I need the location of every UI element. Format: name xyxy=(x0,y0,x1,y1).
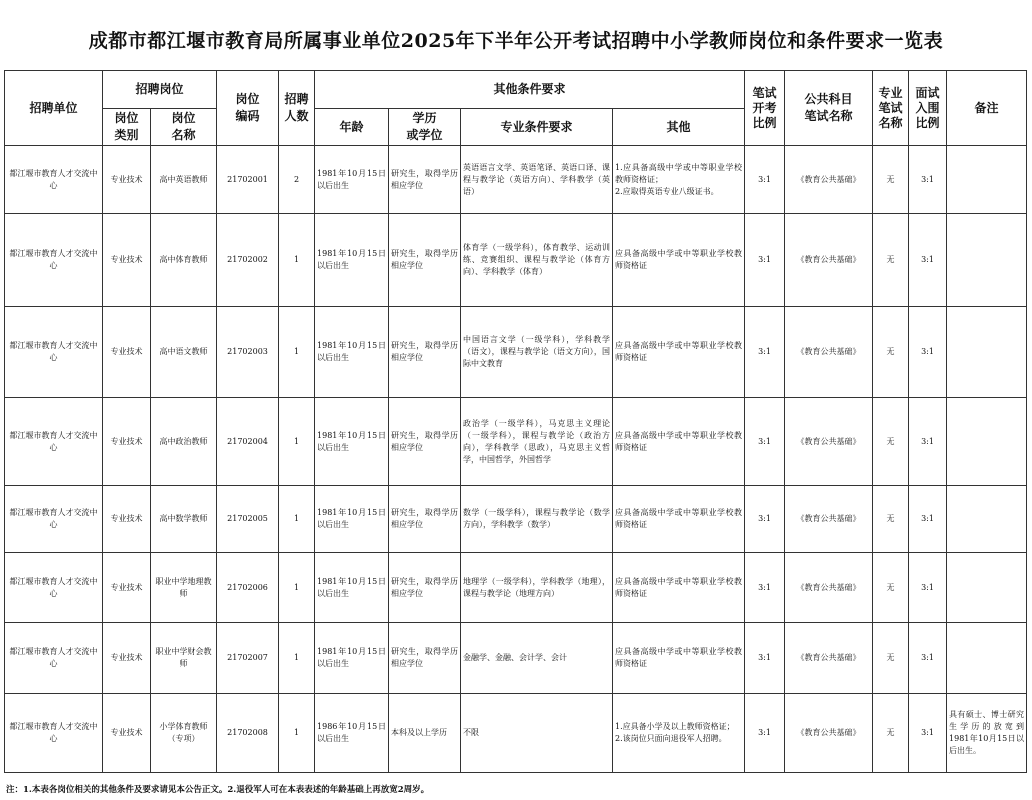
cell-major: 金融学、金融、会计学、会计 xyxy=(461,623,613,694)
cell-other: 应具备高级中学或中等职业学校教师资格证 xyxy=(613,623,745,694)
cell-interview-ratio: 3:1 xyxy=(909,553,947,623)
cell-education: 研究生，取得学历相应学位 xyxy=(389,623,461,694)
cell-category: 专业技术 xyxy=(103,623,151,694)
table-row xyxy=(5,398,1027,486)
cell-major-exam: 无 xyxy=(873,307,909,398)
cell-remark xyxy=(947,398,1027,486)
cell-unit: 都江堰市教育人才交流中心 xyxy=(5,398,103,486)
cell-code: 21702001 xyxy=(217,146,279,214)
cell-other: 1.应具备小学及以上教师资格证； 2.该岗位只面向退役军人招聘。 xyxy=(613,694,745,773)
cell-interview-ratio: 3:1 xyxy=(909,146,947,214)
header-exam-ratio: 笔试 开考 比例 xyxy=(745,71,785,146)
cell-name: 高中政治教师 xyxy=(151,398,217,486)
cell-education: 研究生，取得学历相应学位 xyxy=(389,553,461,623)
page-title: 成都市都江堰市教育局所属事业单位2025年下半年公开考试招聘中小学教师岗位和条件要求一览表 xyxy=(88,30,944,52)
footnote: 注：1.本表各岗位相关的其他条件及要求请见本公告正文。2.退役军人可在本表表述的年龄基础上再放宽2周岁。 xyxy=(6,785,430,795)
cell-interview-ratio: 3:1 xyxy=(909,694,947,773)
cell-remark xyxy=(947,623,1027,694)
cell-major-exam: 无 xyxy=(873,694,909,773)
cell-other: 应具备高级中学或中等职业学校教师资格证 xyxy=(613,214,745,307)
cell-public-subject: 《教育公共基础》 xyxy=(785,307,873,398)
cell-category: 专业技术 xyxy=(103,307,151,398)
cell-name: 职业中学财会教师 xyxy=(151,623,217,694)
cell-major: 英语语言文学、英语笔译、英语口译、课程与教学论（英语方向）、学科教学（英语） xyxy=(461,146,613,214)
cell-age: 1981年10月15日以后出生 xyxy=(315,146,389,214)
cell-unit: 都江堰市教育人才交流中心 xyxy=(5,694,103,773)
cell-name: 职业中学地理教师 xyxy=(151,553,217,623)
cell-interview-ratio: 3:1 xyxy=(909,623,947,694)
cell-education: 本科及以上学历 xyxy=(389,694,461,773)
header-major: 专业条件要求 xyxy=(461,109,613,146)
cell-remark xyxy=(947,146,1027,214)
cell-name: 高中体育教师 xyxy=(151,214,217,307)
table-body xyxy=(5,146,1027,773)
table-row xyxy=(5,214,1027,307)
cell-category: 专业技术 xyxy=(103,146,151,214)
cell-exam-ratio: 3:1 xyxy=(745,214,785,307)
cell-unit: 都江堰市教育人才交流中心 xyxy=(5,146,103,214)
cell-name: 高中英语教师 xyxy=(151,146,217,214)
cell-major-exam: 无 xyxy=(873,398,909,486)
cell-category: 专业技术 xyxy=(103,553,151,623)
cell-age: 1981年10月15日以后出生 xyxy=(315,307,389,398)
table-row xyxy=(5,694,1027,773)
cell-education: 研究生，取得学历相应学位 xyxy=(389,307,461,398)
header-category: 岗位 类别 xyxy=(103,109,151,146)
cell-education: 研究生，取得学历相应学位 xyxy=(389,486,461,553)
cell-exam-ratio: 3:1 xyxy=(745,307,785,398)
header-other: 其他 xyxy=(613,109,745,146)
cell-major-exam: 无 xyxy=(873,623,909,694)
cell-count: 1 xyxy=(279,398,315,486)
cell-interview-ratio: 3:1 xyxy=(909,486,947,553)
cell-other: 应具备高级中学或中等职业学校教师资格证 xyxy=(613,486,745,553)
cell-unit: 都江堰市教育人才交流中心 xyxy=(5,486,103,553)
recruitment-table xyxy=(4,70,1027,773)
cell-count: 1 xyxy=(279,307,315,398)
cell-remark xyxy=(947,486,1027,553)
cell-major: 地理学（一级学科），学科教学（地理），课程与教学论（地理方向） xyxy=(461,553,613,623)
cell-exam-ratio: 3:1 xyxy=(745,486,785,553)
cell-major: 不限 xyxy=(461,694,613,773)
cell-interview-ratio: 3:1 xyxy=(909,307,947,398)
cell-category: 专业技术 xyxy=(103,694,151,773)
cell-public-subject: 《教育公共基础》 xyxy=(785,623,873,694)
cell-code: 21702008 xyxy=(217,694,279,773)
cell-major: 中国语言文学（一级学科），学科教学（语文），课程与教学论（语文方向），国际中文教育 xyxy=(461,307,613,398)
cell-age: 1986年10月15日以后出生 xyxy=(315,694,389,773)
cell-age: 1981年10月15日以后出生 xyxy=(315,623,389,694)
cell-age: 1981年10月15日以后出生 xyxy=(315,398,389,486)
cell-major: 政治学（一级学科），马克思主义理论（一级学科），课程与教学论（政治方向），学科教学（思政），马克思主义哲学，中国哲学，外国哲学 xyxy=(461,398,613,486)
header-education: 学历 或学位 xyxy=(389,109,461,146)
cell-other: 1.应具备高级中学或中等职业学校教师资格证； 2.应取得英语专业八级证书。 xyxy=(613,146,745,214)
cell-code: 21702006 xyxy=(217,553,279,623)
cell-name: 高中数学教师 xyxy=(151,486,217,553)
cell-other: 应具备高级中学或中等职业学校教师资格证 xyxy=(613,398,745,486)
cell-interview-ratio: 3:1 xyxy=(909,398,947,486)
cell-age: 1981年10月15日以后出生 xyxy=(315,214,389,307)
cell-major: 数学（一级学科），课程与教学论（数学方向），学科教学（数学） xyxy=(461,486,613,553)
cell-other: 应具备高级中学或中等职业学校教师资格证 xyxy=(613,553,745,623)
cell-category: 专业技术 xyxy=(103,486,151,553)
cell-other: 应具备高级中学或中等职业学校教师资格证 xyxy=(613,307,745,398)
header-unit: 招聘单位 xyxy=(5,71,103,146)
cell-unit: 都江堰市教育人才交流中心 xyxy=(5,307,103,398)
cell-education: 研究生，取得学历相应学位 xyxy=(389,146,461,214)
cell-major-exam: 无 xyxy=(873,146,909,214)
cell-unit: 都江堰市教育人才交流中心 xyxy=(5,214,103,307)
header-major-exam: 专业 笔试 名称 xyxy=(873,71,909,146)
cell-public-subject: 《教育公共基础》 xyxy=(785,214,873,307)
cell-unit: 都江堰市教育人才交流中心 xyxy=(5,623,103,694)
cell-public-subject: 《教育公共基础》 xyxy=(785,694,873,773)
table-row xyxy=(5,146,1027,214)
header-other-group: 其他条件要求 xyxy=(315,71,745,109)
cell-exam-ratio: 3:1 xyxy=(745,694,785,773)
table-row xyxy=(5,553,1027,623)
cell-name: 高中语文教师 xyxy=(151,307,217,398)
cell-count: 1 xyxy=(279,214,315,307)
cell-count: 1 xyxy=(279,623,315,694)
cell-code: 21702007 xyxy=(217,623,279,694)
cell-category: 专业技术 xyxy=(103,214,151,307)
header-age: 年龄 xyxy=(315,109,389,146)
cell-unit: 都江堰市教育人才交流中心 xyxy=(5,553,103,623)
cell-count: 1 xyxy=(279,694,315,773)
cell-exam-ratio: 3:1 xyxy=(745,623,785,694)
cell-exam-ratio: 3:1 xyxy=(745,398,785,486)
cell-count: 1 xyxy=(279,486,315,553)
cell-category: 专业技术 xyxy=(103,398,151,486)
cell-age: 1981年10月15日以后出生 xyxy=(315,553,389,623)
cell-public-subject: 《教育公共基础》 xyxy=(785,398,873,486)
header-name: 岗位 名称 xyxy=(151,109,217,146)
cell-code: 21702005 xyxy=(217,486,279,553)
cell-count: 1 xyxy=(279,553,315,623)
cell-code: 21702002 xyxy=(217,214,279,307)
header-remark: 备注 xyxy=(947,71,1027,146)
cell-major: 体育学（一级学科），体育教学、运动训练、竞赛组织、课程与教学论（体育方向）、学科教学（体育） xyxy=(461,214,613,307)
header-interview-ratio: 面试 入围 比例 xyxy=(909,71,947,146)
cell-major-exam: 无 xyxy=(873,553,909,623)
cell-exam-ratio: 3:1 xyxy=(745,146,785,214)
cell-name: 小学体育教师（专项） xyxy=(151,694,217,773)
cell-code: 21702004 xyxy=(217,398,279,486)
cell-code: 21702003 xyxy=(217,307,279,398)
header-count: 招聘 人数 xyxy=(279,71,315,146)
cell-major-exam: 无 xyxy=(873,214,909,307)
cell-age: 1981年10月15日以后出生 xyxy=(315,486,389,553)
table-row xyxy=(5,307,1027,398)
cell-interview-ratio: 3:1 xyxy=(909,214,947,307)
table-row xyxy=(5,623,1027,694)
cell-remark xyxy=(947,553,1027,623)
cell-count: 2 xyxy=(279,146,315,214)
cell-public-subject: 《教育公共基础》 xyxy=(785,553,873,623)
cell-education: 研究生，取得学历相应学位 xyxy=(389,214,461,307)
cell-remark: 具有硕士、博士研究生学历的放宽到1981年10月15日以后出生。 xyxy=(947,694,1027,773)
header-position-group: 招聘岗位 xyxy=(103,71,217,109)
header-public-subject: 公共科目 笔试名称 xyxy=(785,71,873,146)
cell-education: 研究生，取得学历相应学位 xyxy=(389,398,461,486)
cell-remark xyxy=(947,214,1027,307)
header-code: 岗位 编码 xyxy=(217,71,279,146)
header-row-1 xyxy=(5,71,1027,109)
table-row xyxy=(5,486,1027,553)
cell-public-subject: 《教育公共基础》 xyxy=(785,146,873,214)
cell-exam-ratio: 3:1 xyxy=(745,553,785,623)
cell-major-exam: 无 xyxy=(873,486,909,553)
cell-remark xyxy=(947,307,1027,398)
cell-public-subject: 《教育公共基础》 xyxy=(785,486,873,553)
